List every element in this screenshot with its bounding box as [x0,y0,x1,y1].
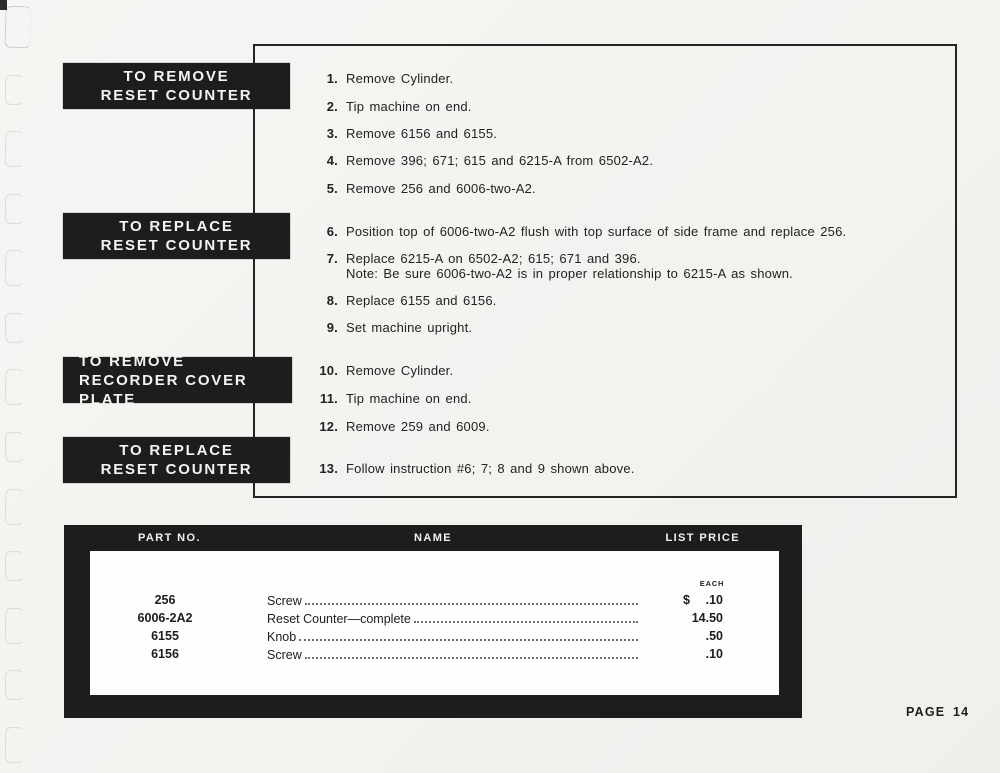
price-amount: .10 [705,593,723,607]
cell-name [267,611,640,626]
step-text: Remove 256 and 6006-two-A2. [346,181,536,196]
step-text [346,252,793,281]
page-number-label: PAGE 14 [906,705,970,719]
dot-leader [305,593,638,605]
cell-name [267,593,640,608]
instruction-step [303,420,490,434]
binding-hole [5,432,25,462]
step-text: Set machine upright. [346,320,473,335]
table-row [90,629,779,644]
step-text-line: Replace 6215-A on 6502-A2; 615; 671 and 396. [346,251,641,266]
cell-part-no: 6006-2A2 [137,611,193,625]
step-number: 5. [326,181,338,196]
section-label-replace-reset-counter [63,213,290,259]
section-label-line: RESET COUNTER [100,87,253,104]
binding-hole [5,369,25,405]
table-row [90,611,779,626]
cell-part-no: 6156 [151,647,179,661]
section-label-line: RECORDER COVER PLATE [79,371,248,408]
instruction-step [303,462,635,476]
instruction-step [303,225,846,239]
step-text: Remove 396; 671; 615 and 6215-A from 6502-A2. [346,153,654,168]
instruction-step [303,364,453,378]
step-text: Remove Cylinder. [346,363,454,378]
part-name-text: Screw [267,594,302,608]
instruction-step [303,252,793,281]
price-amount: .10 [705,647,723,661]
unit-label-each: EACH [699,579,725,588]
instruction-step [303,154,653,168]
part-name-text: Reset Counter—complete [267,612,411,626]
binding-hole [5,488,25,524]
step-number: 6. [326,224,338,239]
step-text: Tip machine on end. [346,99,472,114]
cell-price [683,647,723,662]
section-label-line: TO REMOVE [123,68,230,85]
table-row [90,593,779,608]
step-text: Remove 6156 and 6155. [346,126,498,141]
table-header-row [64,525,802,551]
step-number: 11. [320,391,338,406]
step-number: 8. [326,293,338,308]
instruction-step [303,182,536,196]
instruction-step [303,321,472,335]
section-label-line: RESET COUNTER [100,237,253,254]
binding-hole [5,313,25,343]
dot-leader [414,611,638,623]
price-amount: .50 [705,629,723,643]
parts-price-table [64,525,802,718]
table-row [90,647,779,662]
step-text: Position top of 6006-two-A2 flush with top surface of side frame and replace 256. [346,224,847,239]
price-amount: 14.50 [691,611,723,625]
step-number: 2. [326,99,338,114]
binding-hole [5,131,25,167]
binding-hole [5,727,25,763]
instruction-step [303,294,497,308]
section-label-replace-reset-counter-2 [63,437,290,483]
step-number: 9. [326,320,338,335]
step-number: 4. [326,153,338,168]
section-label-line: TO REMOVE [79,352,185,370]
column-header-part-no: PART NO. [138,532,201,544]
step-number: 10. [319,363,338,378]
column-header-name: NAME [414,532,452,544]
column-header-list-price: LIST PRICE [665,532,740,544]
cell-price [683,593,723,608]
instruction-step [303,127,497,141]
cell-name [267,629,640,644]
cell-part-no: 256 [154,593,176,607]
step-note: Note: Be sure 6006-two-A2 is in proper relationship to 6215-A as shown. [346,265,793,281]
binding-hole [5,250,25,286]
step-number: 7. [326,251,338,266]
instruction-step [303,72,453,86]
binding-hole [5,608,25,644]
section-label-line: TO REPLACE [119,218,234,235]
step-text: Replace 6155 and 6156. [346,293,497,308]
dot-leader [305,647,638,659]
section-label-line: TO REPLACE [119,442,234,459]
cell-price [683,611,723,626]
cell-part-no: 6155 [151,629,179,643]
binding-hole [5,74,25,104]
part-name-text: Screw [267,648,302,662]
binding-hole [5,194,25,224]
binding-hole [5,670,25,700]
section-label-remove-recorder-cover-plate [63,352,292,408]
part-name-text: Knob [267,630,297,644]
instruction-step [303,392,472,406]
step-number: 3. [326,126,338,141]
step-text: Remove Cylinder. [346,71,454,86]
binding-hole [4,6,31,49]
binding-hole [5,551,25,581]
table-body [90,551,779,695]
cell-name [267,647,640,662]
step-number: 13. [319,461,338,476]
step-text: Follow instruction #6; 7; 8 and 9 shown above. [346,461,635,476]
instruction-step [303,100,472,114]
currency-sign: $ [683,593,690,607]
section-label-remove-reset-counter [63,63,290,109]
step-number: 12. [319,419,338,434]
step-text: Remove 259 and 6009. [346,419,490,434]
binding-holes [5,6,35,763]
step-number: 1. [326,71,338,86]
step-text: Tip machine on end. [346,391,472,406]
cell-price [683,629,723,644]
dot-leader [299,629,638,641]
section-label-line: RESET COUNTER [100,461,253,478]
